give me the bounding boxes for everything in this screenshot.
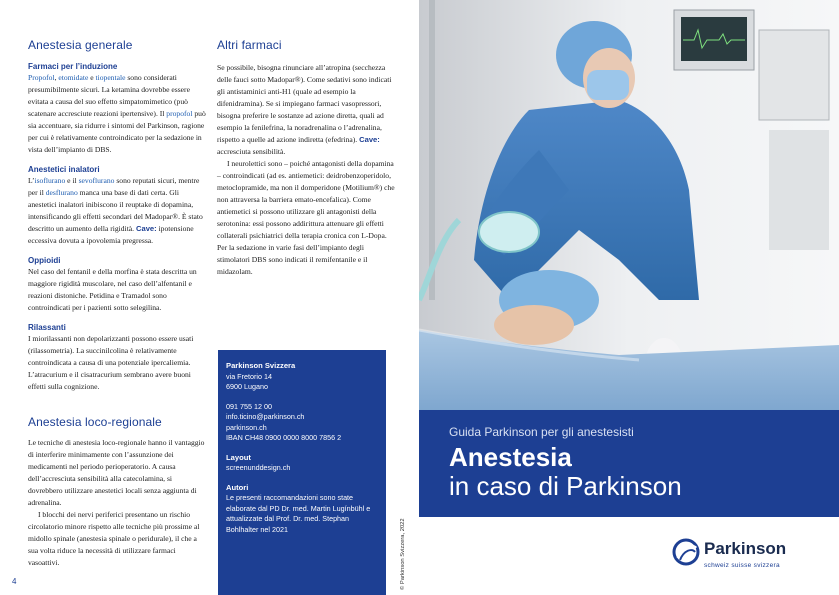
text-fragment: sono reputati sicuri, mentre per il [28, 176, 200, 197]
page-number: 4 [12, 577, 17, 586]
contact-email[interactable]: info.ticino@parkinson.ch [226, 412, 305, 421]
drug-sevoflurano: sevoflurano [78, 176, 115, 185]
paragraph-opioids: Nel caso del fentanil e della morfina è stata descritta un maggiore rigidità muscolare, nel caso dell’alfentanil e reazioni distoniche. Petidina e Tramadol sono controindicati per i pazienti sotto selegilina. [28, 267, 197, 312]
section-title-regional-anesthesia: Anestesia loco-regionale [28, 415, 162, 429]
contact-web[interactable]: parkinson.ch [226, 422, 267, 432]
paragraph-induction [28, 72, 208, 156]
cave-label: Cave: [135, 224, 157, 233]
text-fragment: e il [65, 176, 79, 185]
text-fragment: , [54, 73, 59, 82]
cover-title: Anestesia [449, 442, 572, 472]
layout-value: screenunddesign.ch [226, 463, 291, 472]
text-fragment: L’ [28, 176, 35, 185]
photo-illustration [419, 0, 839, 410]
contact-address-2: 6900 Lugano [226, 382, 268, 391]
authors-text: Le presenti raccomandazioni sono state elaborate dal PD Dr. med. Martin Lugínbühl e attualizzate dal Prof. Dr. med. Stephan Bohlhalter nel 2021 [226, 493, 371, 534]
paragraph-other-drugs-2: I neurolettici sono – poiché antagonisti della dopamina – controindicati (ad es. antiemetici: deidrobenzoperidolo, metoclopramide, ma non il domperidone (Motilium®) che non attraversa la barriera emato-encefalica). Come antiemetici si possono utilizzare gli antagonisti della serotonina: essi possono addirittura attenuare gli effetti collaterali psichiatrici della terapia cronica con L-Dopa. Per la sedazione in varie fasi dell’impianto degli stimolatori DBS sono indicati il remifentanile e il midazolam. [217, 159, 395, 276]
drug-tiopentale: tiopentale [95, 73, 126, 82]
contact-phone: 091 755 12 00 [226, 401, 272, 411]
subheading-relaxants: Rilassanti [28, 323, 66, 332]
paragraph-regional-2: I blocchi dei nervi periferici presentano un rischio circolatorio minore rispetto alle tecniche più prossime al midollo spinale (anestesia spinale o peridurale), il che a sua volta riduce la necessità di utilizzare farmaci vasoattivi. [28, 510, 200, 567]
cover-title-line2: in caso di Parkinson [449, 471, 682, 501]
contact-iban: IBAN CH48 0900 0000 8000 7856 2 [226, 433, 342, 442]
paragraph-other-drugs-1 [217, 62, 397, 158]
layout-heading: Layout [226, 452, 251, 462]
logo-tagline: schweiz suisse svizzera [704, 562, 780, 569]
drug-isoflurano: isoflurano [34, 176, 66, 185]
authors-heading: Autori [226, 482, 249, 492]
drug-propofol-2: propofol [166, 109, 193, 118]
cover-photo-anesthesia [419, 0, 839, 410]
section-title-general-anesthesia: Anestesia generale [28, 38, 133, 52]
text-fragment: può sia accentuare, sia ridurre i sintomi del Parkinson, ragione per cui è relativamente controindicato per la sedazione in vista dell’impianto di DBS. [28, 109, 206, 154]
subheading-inhalational: Anestetici inalatori [28, 165, 100, 174]
text-fragment: manca una base di dati certa. Gli anestetici inalatori inibiscono il reuptake di dopamina, intensificando gli effetti secondari del Madopar®. È stato descritto un aumento della rigidità. [28, 188, 203, 233]
cover-subtitle: Guida Parkinson per gli anestesisti [449, 425, 634, 439]
parkinson-logo-icon [672, 538, 700, 566]
contact-org: Parkinson Svizzera [226, 361, 296, 370]
text-fragment: e [88, 73, 96, 82]
text-fragment: Se possibile, bisogna rinunciare all’atropina (secchezza delle fauci sotto Madopar®). Come sedativi sono indicati gli antistaminici anti-H1 (quale ad esempio la difenidramina). Se si impiegano farmaci vasopressori, bisogna preferire le sostanze ad azione diretta, quali ad esempio la fenilefrina, la noradrenalina o l’adrenalina, rispetto a quelle ad azione indiretta (efedrina). [217, 63, 392, 144]
subheading-induction: Farmaci per l’induzione [28, 62, 118, 71]
contact-address-1: via Fretorio 14 [226, 371, 272, 381]
cave-label: Cave: [359, 135, 380, 144]
paragraph-inhalational [28, 175, 208, 247]
section-title-other-drugs: Altri farmaci [217, 38, 282, 52]
contact-box [218, 350, 386, 595]
text-fragment: ipotensione eccessiva dovuta a ipovolemia pregressa. [28, 224, 194, 245]
parkinson-logo [672, 535, 822, 575]
cover-title-band [419, 410, 839, 517]
paragraph-relaxants: I miorilassanti non depolarizzanti possono essere usati (rilassometria). La succinilcolina è relativamente controindicata a causa di una potenziale ipercaliemia. L’atracurium e il cisatracurium sembrano avere buoni effetti sulla cognizione. [28, 334, 194, 391]
left-column [28, 38, 208, 569]
copyright-text: © Parkinson Svizzera, 2022 [400, 518, 406, 590]
logo-name: Parkinson [704, 539, 787, 558]
drug-desflurano: desflurano [45, 188, 78, 197]
drug-etomidate: etomidate [58, 73, 89, 82]
copyright-note [398, 480, 408, 595]
middle-column [217, 38, 397, 278]
paragraph-regional-1: Le tecniche di anestesia loco-regionale hanno il vantaggio di interferire minimamente con l’assunzione dei medicamenti nel periodo perioperatorio. A causa dell’accresciuta sensibilità alla catecolamina, si dovrebbero utilizzare anestetici locali senza aggiunta di adrenalina. [28, 438, 205, 507]
text-fragment: accresciuta sensibilità. [217, 147, 286, 156]
text-fragment: sono considerati presumibilmente sicuri. La ketamina dovrebbe essere evitata a causa del suo effetto simpatomimetico (può scatenare accresciute reazioni ipertensive). Il [28, 73, 190, 118]
drug-propofol: Propofol [28, 73, 55, 82]
subheading-opioids: Oppioidi [28, 256, 61, 265]
